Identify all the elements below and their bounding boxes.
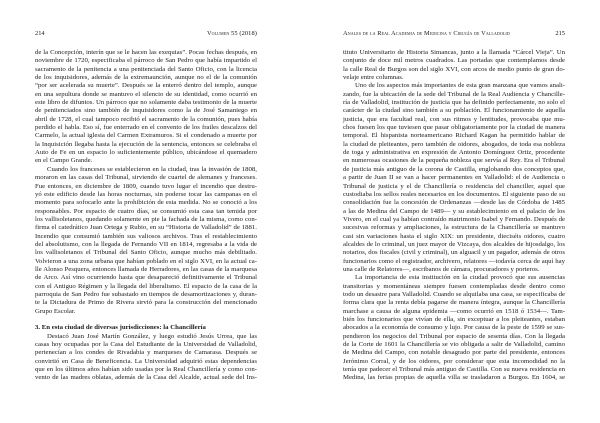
text-line: sucesivas reformas y ampliaciones, la estructura de la Chancillería se mantuvo <box>343 224 565 232</box>
text-line: de la Concepción, interín que se le hacen las exequias”. Pocas fechas después, en <box>35 49 257 56</box>
text-line: tituto Universitario de Historia Simancas, junto a la llamada “Cárcel Vieja”. Un <box>343 49 565 56</box>
right-page <box>300 0 600 423</box>
text-line: Cuando los franceses se establecieron en la ciudad, tras la invasión de 1808, <box>47 165 257 173</box>
text-line: responsables. Por espacio de cuatro días, se consumió esta casa tan temida por <box>35 207 257 215</box>
text-line: abocados a la economía de consumo y lujo. Por causa de la peste de 1599 se sus- <box>343 324 565 332</box>
text-line: de Arco. Así vino ocurriendo hasta que desapareció definitivamente el Tribunal <box>35 274 257 282</box>
text-line: la calle Real de Burgos son del siglo XVI, con arcos de medio punto de gran do- <box>343 65 565 73</box>
text-line: consolidación fue la concesión de Ordenanzas —desde las de Córdoba de 1485 <box>343 199 565 207</box>
text-line: los vallisoletanos, quedando solamente en pie la fachada de la misma, como con- <box>35 215 257 223</box>
text-line: en una sepultura donde se mantuvo el silencio de su identidad, como ocurrió en <box>35 90 257 98</box>
text-line: lle Alonso Pesquera, entonces llamada de Herradores, en las casas de la marquesa <box>35 265 257 273</box>
text-line: marchase a causa de alguna epidemia —como ocurrió en 1518 ó 1534—. Tam- <box>343 307 565 315</box>
text-line: Grupo Escolar. <box>35 307 76 315</box>
text-line: firma el catedrático Juan Ortega y Rubio, en su “Historia de Valladolid” de 1881. <box>35 224 257 232</box>
text-line: a las de Medina del Campo de 1489— y su establecimiento en el palacio de los <box>343 207 565 215</box>
text-line: del absolutismo, con la llegada de Fernando VII en 1814, regresaba a la vida de <box>35 240 257 248</box>
text-line: “por ser acelerada su muerte”. Después se la enterró dentro del templo, aunque <box>35 82 257 90</box>
text-line: alcaldes de lo criminal, un juez mayor de Vizcaya, dos alcaldes de hijosdalgo, los <box>343 240 565 248</box>
text-line: pendieron los negocios del Tribunal por espacio de sesenta días. Con la llegada <box>343 332 565 340</box>
text-line: zando, fue la ubicación de la sede del Tribunal de la Real Audiencia y Chancille- <box>343 90 565 98</box>
text-line: en el Campo Grande. <box>35 157 93 165</box>
text-line: pertenecían a los condes de Rivadabia y marqueses de Camarasa. Después se <box>35 349 257 357</box>
section-heading: 3. En esta ciudad de diversas jurisdicciones: la Chancillería <box>35 324 206 332</box>
text-line: la ciudad de pleiteantes, pero también de oidores, abogados, de toda esa nobleza <box>343 140 565 148</box>
page-number: 215 <box>555 30 565 37</box>
text-line: moraron en las casas del Tribunal, sirviendo de cuartel de alemanes y franceses. <box>35 174 257 182</box>
text-line: los vallisoletanos el Tribunal del Santo Oficio, aunque mucho más debilitado. <box>35 249 257 257</box>
text-line: vento de las madres oblatas, además de la Casa del Alcalde, actual sede del Ins- <box>35 374 257 382</box>
text-line: bién los funcionarios que vivían de ella, sin exceptuar a los pleiteantes, estaban <box>343 316 565 323</box>
blank-line <box>35 316 257 324</box>
text-line: Vivero, en el cual ya habían contraído matrimonio Isabel y Fernando. Después de <box>343 215 565 223</box>
text-line: Medina, las ferias propias de aquella villa se trasladaron a Burgos. En 1604, se <box>343 374 565 382</box>
text-line: Uno de los aspectos más importantes de esta gran manzana que vamos anali- <box>355 82 565 90</box>
text-line: velaje entre columnas. <box>343 74 404 82</box>
text-line: sacramento de la penitencia a una penitenciada del Santo Oficio, con la licencia <box>35 65 257 73</box>
text-line: funcionarios como el registrador, archivero, relatores —todavía cerca de aquí hay <box>343 257 565 265</box>
text-line: de toga y administrativa en expresión de Antonio Domínguez Ortiz, procedente <box>343 149 565 157</box>
text-line: de la Corte de 1601 la Chancillería se vio obligada a salir de Valladolid, camino <box>343 341 565 349</box>
text-line: noviembre de 1720, especificaba el párroco de San Pedro que había impartido el <box>35 57 257 65</box>
text-line: notarios, dos fiscales (civil y criminal), un alguacil y un pagador, además de otros <box>343 249 565 257</box>
text-line: de penitenciados sino también de inquisidores como la de José Samaniego en <box>35 107 257 115</box>
text-line: Volvieron a una zona urbana que habían poblado en el siglo XVI, en la actual ca- <box>35 257 257 265</box>
text-line: este libro de difuntos. Un párroco que no solamente daba testimonio de la muerte <box>35 99 257 107</box>
text-line: casas hoy ocupadas por la Casa del Estudiante de la Universidad de Valladolid, <box>35 341 257 349</box>
text-line: temporal. El hispanista norteamericano Richard Kagan ha permitido hablar de <box>343 132 565 140</box>
text-line: forma clara que la renta debía pagarse de manera íntegra, aunque la Chancillería <box>343 299 565 307</box>
text-line: Auto de Fe en un espacio lo suficientemente público, ubicándose el quemadero <box>35 149 257 157</box>
text-line: abril de 1728, el cual tampoco recibió el sacramento de la comunión, pues había <box>35 115 257 123</box>
text-line: chos fuesen los que tuviesen que pasar obligatoriamente por la ciudad de manera <box>343 124 565 132</box>
text-line: con el Antiguo Régimen y la llegada del liberalismo. El espacio de la casa de la <box>35 282 257 290</box>
text-line: Carmelo, la actual iglesia del Carmen Extramuros. Si el condenado a muerte por <box>35 132 257 140</box>
text-line: una calle de Relatores—, escribanos de cámara, procuradores y porteros. <box>343 265 540 273</box>
text-line: Destacó Juan José Martín González, y luego estudió Jesús Urrea, que las <box>47 332 257 340</box>
text-line: Tribunal de justicia y el de Chancillería o residencia del chanciller, aquel que <box>343 182 565 190</box>
text-line: de Medina del Campo, con notable desagrado por parte del presidente, entonces <box>343 349 565 357</box>
text-line: carácter de la ciudad sino también a su población. El funcionamiento de aquella <box>343 107 565 115</box>
page-body <box>343 49 565 383</box>
text-line: parroquia de San Pedro fue subastado en tiempos de desamortizaciones y, duran- <box>35 290 257 298</box>
text-line: momento para sofocarlo ante la prohibición de esta medida. No se conoció a los <box>35 199 257 207</box>
text-line: ría de Valladolid, institución de justicia que ha definido perfectamente, no solo el <box>343 99 565 107</box>
text-line: conjunto de doce mil metros cuadrados. Las portadas que contemplamos desde <box>343 57 565 65</box>
text-line: justicia, que era facultad real, con sus ritmos y lentitudes, provocaba que mu- <box>343 115 565 123</box>
text-line: en numerosas ocasiones de la pequeña nobleza que servía al Rey. Era el Tribunal <box>343 157 565 165</box>
page-body <box>35 49 257 383</box>
text-line: yó este edificio desde las horas nocturnas, sin poderse tocar las campanas en el <box>35 190 257 198</box>
text-line: la Inquisición llegaba hasta la ejecución de la sentencia, entonces se celebraba el <box>35 140 257 148</box>
page-number: 214 <box>35 30 45 37</box>
text-line: transitorias y momentáneas siempre fuesen contempladas desde dentro como <box>343 282 565 290</box>
text-line: Jerónimo Corral, y de los oidores, por considerar que esta incomodidad no la <box>343 357 565 365</box>
text-line: custodiaba los sellos reales necesarios en los documentos. El siguiente paso de su <box>343 190 565 198</box>
running-head: Volumen 55 (2018) <box>206 30 257 37</box>
text-line: perdido el habla. Eso sí, fue enterrado en el convento de los frailes descalzos del <box>35 124 257 132</box>
text-line: todo un desastre para Valladolid. Cuando se alquilaba una casa, se especificaba de <box>343 290 565 298</box>
text-line: a partir de Juan II se van a hacer permanentes en Valladolid: el de Audiencia o <box>343 174 565 182</box>
text-line: de justicia más antiguo de la corona de Castilla, englobando dos conceptos que, <box>343 165 565 173</box>
text-line: convirtió en Casa de Beneficencia. La Universidad adquirió estas dependencias <box>35 357 257 365</box>
text-line: Fue entonces, en diciembre de 1809, cuando tuvo lugar el incendio que destru- <box>35 182 257 190</box>
text-line: casi sin variaciones hasta el siglo XIX: un presidente, dieciséis oidores, cuatro <box>343 232 565 240</box>
running-head: Anales de la Real Academia de Medicina y Cirugía de Valladolid <box>343 30 510 37</box>
text-line: de los inquisidores, además de la extremaunción, aunque no el de la comunión <box>35 74 257 82</box>
text-line: Incendio que consumió también sus valiosos archivos. Tras el restablecimiento <box>35 232 257 240</box>
text-line: que en los últimos años habían sido usadas por la Real Chancillería y como con- <box>35 366 257 374</box>
text-line: te la Dictadura de Primo de Rivera sirvió para la construcción del mencionado <box>35 299 257 307</box>
text-line: tenía que padecer el Tribunal más antiguo de Castilla. Con su nueva residencia en <box>343 366 565 374</box>
text-line: La importancia de esta institución en la ciudad provocó que sus ausencias <box>355 274 565 282</box>
